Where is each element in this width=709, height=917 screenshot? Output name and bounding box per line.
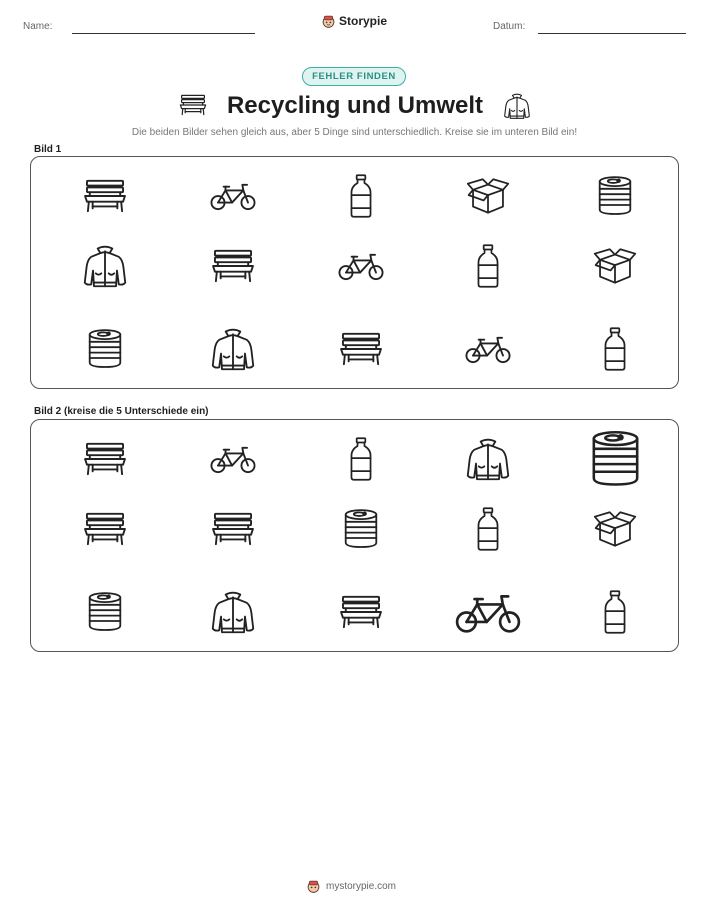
- bench-icon: [81, 440, 129, 478]
- grid-cell-bench: [65, 162, 145, 230]
- jacket-icon: [82, 243, 128, 289]
- bottle-icon: [602, 326, 628, 372]
- grid-cell-can[interactable]: [321, 495, 401, 563]
- can-icon: [590, 429, 641, 489]
- bench-icon: [337, 330, 385, 368]
- grid-cell-box[interactable]: [575, 495, 655, 563]
- grid-cell-bicycle[interactable]: [193, 425, 273, 493]
- bottle-icon: [475, 506, 501, 552]
- box-icon: [466, 177, 510, 215]
- grid-cell-bottle[interactable]: [321, 425, 401, 493]
- bench-icon: [81, 177, 129, 215]
- can-icon: [87, 591, 123, 633]
- grid-cell-bench[interactable]: [321, 578, 401, 646]
- grid-cell-bench[interactable]: [193, 495, 273, 563]
- bicycle-icon: [454, 591, 522, 634]
- grid-cell-jacket: [65, 232, 145, 300]
- can-icon: [597, 175, 633, 217]
- brand-logo: [322, 14, 387, 28]
- category-badge: FEHLER FINDEN: [302, 67, 406, 86]
- bild1-label: Bild 1: [34, 144, 62, 155]
- bench-icon: [209, 510, 257, 548]
- jacket-icon: [210, 326, 256, 372]
- bicycle-icon: [464, 334, 512, 364]
- grid-cell-bench: [193, 232, 273, 300]
- footer-url: mystorypie.com: [326, 881, 397, 892]
- grid-cell-can: [575, 162, 655, 230]
- brand-name: Storypie: [339, 14, 388, 28]
- grid-cell-bench[interactable]: [65, 425, 145, 493]
- grid-cell-bottle[interactable]: [448, 495, 528, 563]
- bottle-icon: [348, 436, 374, 482]
- bicycle-icon: [337, 251, 385, 281]
- jacket-icon: [210, 589, 256, 635]
- bild2-label: Bild 2 (kreise die 5 Unterschiede ein): [34, 406, 209, 417]
- grid-cell-bicycle: [193, 162, 273, 230]
- grid-cell-bicycle: [321, 232, 401, 300]
- can-icon: [87, 328, 123, 370]
- bottle-icon: [602, 589, 628, 635]
- grid-cell-bottle[interactable]: [575, 578, 655, 646]
- bottle-icon: [348, 173, 374, 219]
- footer: [307, 880, 396, 893]
- bicycle-icon: [209, 444, 257, 474]
- grid-cell-bottle: [575, 315, 655, 383]
- instructions: Die beiden Bilder sehen gleich aus, aber 5 Dinge sind unterschiedlich. Kreise sie im unteren Bild ein!: [131, 127, 578, 138]
- bild2-panel[interactable]: [30, 419, 679, 652]
- name-input-line[interactable]: [72, 33, 255, 34]
- grid-cell-jacket[interactable]: [193, 578, 273, 646]
- date-label: Datum:: [493, 21, 526, 32]
- grid-cell-bottle: [321, 162, 401, 230]
- page-title: Recycling und Umwelt: [226, 92, 484, 119]
- grid-cell-bicycle[interactable]: [448, 578, 528, 646]
- grid-cell-bicycle: [448, 315, 528, 383]
- name-label: Name:: [23, 21, 53, 32]
- grid-cell-bench[interactable]: [65, 495, 145, 563]
- can-icon: [343, 508, 379, 550]
- jacket-icon: [465, 436, 511, 482]
- grid-cell-can: [65, 315, 145, 383]
- storypie-mascot-icon: [322, 15, 335, 28]
- grid-cell-can[interactable]: [65, 578, 145, 646]
- bild1-panel: [30, 156, 679, 389]
- grid-cell-jacket: [193, 315, 273, 383]
- jacket-icon: [503, 92, 531, 125]
- grid-cell-can[interactable]: [575, 425, 655, 493]
- grid-cell-box: [575, 232, 655, 300]
- bench-icon: [337, 593, 385, 631]
- box-icon: [593, 247, 637, 285]
- bench-icon: [178, 92, 208, 123]
- date-input-line[interactable]: [538, 33, 686, 34]
- bicycle-icon: [209, 181, 257, 211]
- bottle-icon: [475, 243, 501, 289]
- grid-cell-jacket[interactable]: [448, 425, 528, 493]
- box-icon: [593, 510, 637, 548]
- bench-icon: [209, 247, 257, 285]
- bench-icon: [81, 510, 129, 548]
- grid-cell-box: [448, 162, 528, 230]
- grid-cell-bench: [321, 315, 401, 383]
- grid-cell-bottle: [448, 232, 528, 300]
- storypie-mascot-icon: [307, 880, 320, 893]
